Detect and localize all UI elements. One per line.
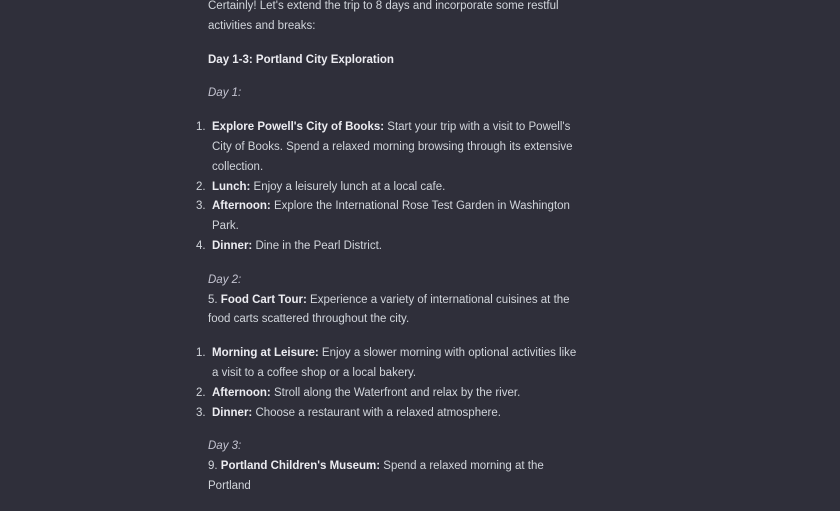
item-text: Start your trip with a visit to Powell's City of Books. Spend a relaxed morning browsing through its extensive collection.	[212, 121, 573, 173]
list-item	[196, 197, 580, 237]
food-cart-text: Experience a variety of international cuisines at the food carts scattered throughout the city.	[208, 293, 570, 326]
item-title: Morning at Leisure:	[212, 347, 319, 360]
day-2-label: Day 2:	[208, 273, 242, 286]
item-title: Dinner:	[212, 406, 253, 419]
food-cart-paragraph	[208, 291, 580, 331]
list-item	[196, 118, 580, 177]
museum-number: 9.	[208, 460, 218, 473]
list-number: 3.	[196, 406, 206, 419]
list-number: 4.	[196, 239, 206, 252]
list-number: 2.	[196, 180, 206, 193]
list-item	[196, 404, 580, 424]
intro-text: Certainly! Let's extend the trip to 8 days and incorporate some restful activities and breaks:	[208, 0, 559, 32]
item-text: Choose a restaurant with a relaxed atmosphere.	[252, 406, 501, 419]
day-1-list	[196, 118, 580, 257]
list-number: 1.	[196, 347, 206, 360]
list-number: 3.	[196, 200, 206, 213]
list-number: 1.	[196, 121, 206, 134]
item-text: Explore the International Rose Test Garden in Washington Park.	[212, 200, 570, 233]
list-item	[196, 178, 580, 198]
list-item	[196, 237, 580, 257]
assistant-message	[196, 0, 580, 511]
food-cart-number: 5.	[208, 293, 218, 306]
item-text: Enjoy a slower morning with optional activities like a visit to a coffee shop or a local bakery.	[212, 347, 577, 379]
item-title: Lunch:	[212, 180, 251, 193]
item-text: Enjoy a leisurely lunch at a local cafe.	[250, 180, 446, 193]
item-title: Afternoon:	[212, 386, 271, 399]
item-title: Explore Powell's City of Books:	[212, 121, 385, 134]
food-cart-title: Food Cart Tour:	[220, 293, 307, 306]
list-item	[196, 384, 580, 404]
section-heading: Day 1-3: Portland City Exploration	[208, 53, 394, 66]
list-item	[196, 344, 580, 384]
item-title: Afternoon:	[212, 200, 271, 213]
item-text: Dine in the Pearl District.	[252, 239, 382, 252]
museum-text: Spend a relaxed morning at the Portland	[208, 460, 544, 492]
list-number: 2.	[196, 386, 206, 399]
museum-title: Portland Children's Museum:	[220, 460, 381, 473]
day-3-label: Day 3:	[208, 440, 242, 453]
museum-paragraph	[208, 457, 580, 497]
day-1-label: Day 1:	[208, 87, 242, 100]
day-2-list	[196, 344, 580, 423]
item-text: Stroll along the Waterfront and relax by the river.	[270, 386, 521, 399]
item-title: Dinner:	[212, 239, 253, 252]
